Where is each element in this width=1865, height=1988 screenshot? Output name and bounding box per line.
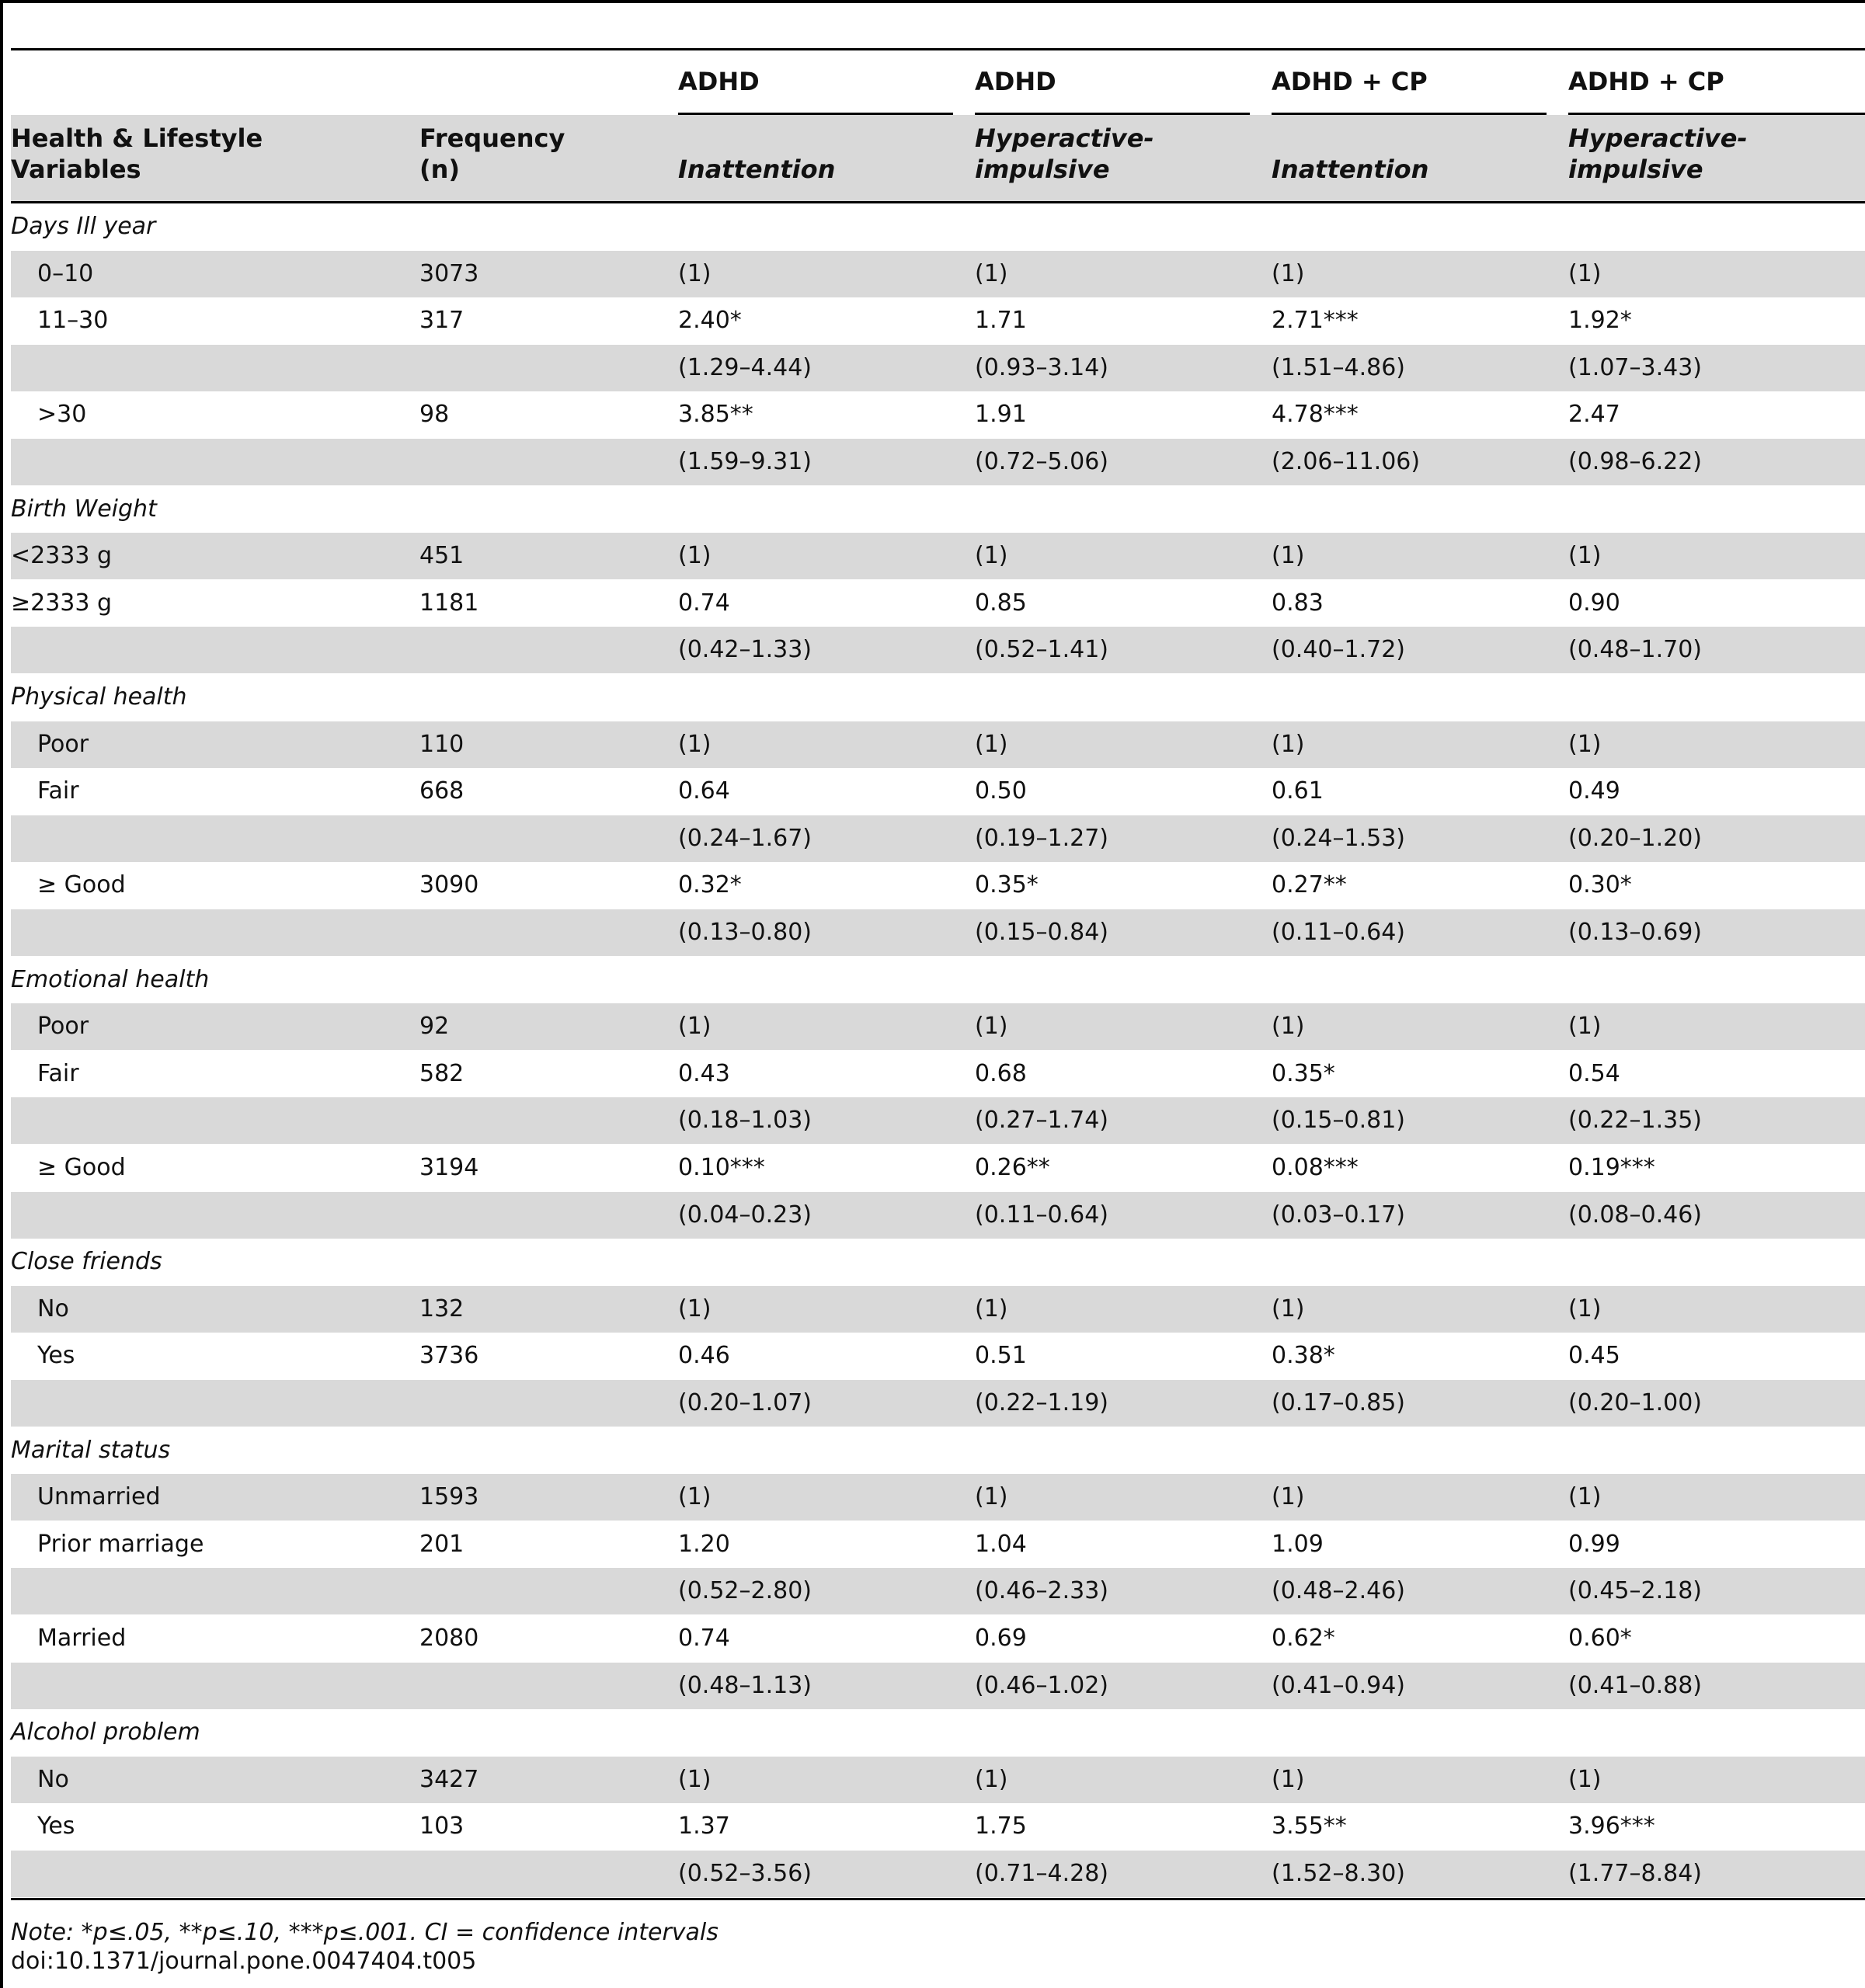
odds-ratio-cell: 0.50	[975, 777, 1027, 805]
odds-ratio-cell: (1)	[1272, 260, 1305, 287]
subheader-2-line1: Hyperactive-	[975, 123, 1154, 153]
odds-ratio-cell: (1)	[1272, 542, 1305, 569]
subheader-4-line1: Hyperactive-	[1568, 123, 1748, 153]
var-header-line1: Health & Lifestyle	[11, 123, 263, 153]
section-label: Marital status	[11, 1437, 171, 1464]
odds-ratio-cell: (1)	[678, 1483, 712, 1510]
frequency-cell: 201	[419, 1531, 465, 1558]
odds-ratio-cell: 3.55**	[1272, 1812, 1347, 1840]
ci-cell: (0.52–1.41)	[975, 636, 1109, 663]
table-bottom-rule	[11, 1898, 1865, 1900]
odds-ratio-cell: 0.46	[678, 1342, 730, 1369]
odds-ratio-cell: 0.43	[678, 1060, 730, 1087]
section-label: Emotional health	[11, 966, 210, 993]
ci-cell: (1.07–3.43)	[1568, 354, 1703, 381]
odds-ratio-cell: 1.04	[975, 1531, 1027, 1558]
header-bottom-rule	[11, 201, 1865, 203]
odds-ratio-cell: (1)	[1272, 1295, 1305, 1322]
ci-cell: (0.15–0.84)	[975, 919, 1109, 946]
row-label: ≥ Good	[37, 1154, 126, 1181]
odds-ratio-cell: (1)	[975, 260, 1008, 287]
row-label: No	[37, 1766, 69, 1793]
ci-cell: (0.46–1.02)	[975, 1672, 1109, 1699]
row-label: Poor	[37, 1013, 89, 1040]
row-label: Prior marriage	[37, 1531, 204, 1558]
frequency-cell: 3427	[419, 1766, 479, 1793]
odds-ratio-cell: 1.92*	[1568, 307, 1632, 334]
odds-ratio-cell: (1)	[678, 260, 712, 287]
odds-ratio-cell: (1)	[975, 731, 1008, 758]
odds-ratio-cell: (1)	[678, 1766, 712, 1793]
frequency-cell: 92	[419, 1013, 450, 1040]
ci-cell: (1.52–8.30)	[1272, 1860, 1406, 1887]
odds-ratio-cell: 0.51	[975, 1342, 1027, 1369]
odds-ratio-cell: (1)	[1272, 731, 1305, 758]
ci-cell: (0.52–2.80)	[678, 1577, 812, 1604]
odds-ratio-cell: 0.83	[1272, 589, 1324, 617]
subheader-4-line2: impulsive	[1568, 155, 1703, 184]
row-label: Fair	[37, 777, 79, 805]
ci-cell: (0.08–0.46)	[1568, 1201, 1703, 1229]
row-label: No	[37, 1295, 69, 1322]
odds-ratio-cell: (1)	[975, 1295, 1008, 1322]
odds-ratio-cell: 0.54	[1568, 1060, 1620, 1087]
odds-ratio-cell: (1)	[678, 731, 712, 758]
row-label: ≥2333 g	[11, 589, 113, 617]
section-label: Close friends	[11, 1248, 162, 1275]
odds-ratio-cell: 4.78***	[1272, 401, 1359, 428]
odds-ratio-cell: 3.85**	[678, 401, 753, 428]
table-top-rule	[11, 48, 1865, 50]
odds-ratio-cell: (1)	[1272, 1013, 1305, 1040]
odds-ratio-cell: 2.40*	[678, 307, 742, 334]
odds-ratio-cell: 0.64	[678, 777, 730, 805]
ci-cell: (0.20–1.07)	[678, 1389, 812, 1416]
ci-cell: (0.20–1.00)	[1568, 1389, 1703, 1416]
row-label: Unmarried	[37, 1483, 161, 1510]
frequency-cell: 3090	[419, 871, 479, 898]
ci-cell: (1.29–4.44)	[678, 354, 812, 381]
frequency-cell: 3736	[419, 1342, 479, 1369]
group-header-1: ADHD	[678, 67, 760, 96]
odds-ratio-cell: (1)	[678, 1013, 712, 1040]
odds-ratio-cell: 0.35*	[975, 871, 1039, 898]
odds-ratio-cell: 0.27**	[1272, 871, 1347, 898]
odds-ratio-cell: (1)	[1568, 1295, 1602, 1322]
ci-cell: (0.42–1.33)	[678, 636, 812, 663]
ci-cell: (0.15–0.81)	[1272, 1107, 1406, 1134]
odds-ratio-cell: 1.75	[975, 1812, 1027, 1840]
section-label: Days Ill year	[11, 213, 156, 240]
ci-cell: (0.20–1.20)	[1568, 825, 1703, 852]
var-header-line2: Variables	[11, 155, 141, 184]
frame-top-border	[0, 0, 1865, 3]
row-label: Yes	[37, 1342, 75, 1369]
odds-ratio-cell: 0.10***	[678, 1154, 765, 1181]
odds-ratio-cell: 2.71***	[1272, 307, 1359, 334]
odds-ratio-cell: (1)	[1568, 260, 1602, 287]
ci-cell: (0.17–0.85)	[1272, 1389, 1406, 1416]
ci-cell: (0.19–1.27)	[975, 825, 1109, 852]
frequency-cell: 668	[419, 777, 465, 805]
ci-cell: (0.18–1.03)	[678, 1107, 812, 1134]
ci-cell: (0.04–0.23)	[678, 1201, 812, 1229]
ci-cell: (0.13–0.80)	[678, 919, 812, 946]
group-header-2: ADHD	[975, 67, 1056, 96]
frequency-cell: 132	[419, 1295, 465, 1322]
odds-ratio-cell: 0.08***	[1272, 1154, 1359, 1181]
ci-cell: (0.11–0.64)	[975, 1201, 1109, 1229]
ci-cell: (0.48–2.46)	[1272, 1577, 1406, 1604]
row-label: ≥ Good	[37, 871, 126, 898]
odds-ratio-cell: 1.09	[1272, 1531, 1324, 1558]
ci-cell: (0.46–2.33)	[975, 1577, 1109, 1604]
odds-ratio-cell: (1)	[678, 542, 712, 569]
ci-cell: (0.71–4.28)	[975, 1860, 1109, 1887]
odds-ratio-cell: 0.32*	[678, 871, 742, 898]
odds-ratio-cell: 0.19***	[1568, 1154, 1655, 1181]
subheader-1: Inattention	[678, 155, 836, 184]
ci-cell: (0.41–0.88)	[1568, 1672, 1703, 1699]
odds-ratio-cell: 0.68	[975, 1060, 1027, 1087]
group-header-3: ADHD + CP	[1272, 67, 1428, 96]
subheader-3: Inattention	[1272, 155, 1429, 184]
table-footnote: Note: *p≤.05, **p≤.10, ***p≤.001. CI = confidence intervals	[11, 1919, 719, 1946]
frequency-cell: 3194	[419, 1154, 479, 1181]
section-label: Physical health	[11, 683, 187, 711]
ci-cell: (0.40–1.72)	[1272, 636, 1406, 663]
odds-ratio-cell: (1)	[975, 1013, 1008, 1040]
section-label: Birth Weight	[11, 495, 157, 523]
subheader-2-line2: impulsive	[975, 155, 1110, 184]
ci-cell: (0.22–1.35)	[1568, 1107, 1703, 1134]
ci-cell: (0.72–5.06)	[975, 448, 1109, 475]
odds-ratio-cell: 0.69	[975, 1625, 1027, 1652]
odds-ratio-cell: 0.60*	[1568, 1625, 1632, 1652]
ci-cell: (0.48–1.70)	[1568, 636, 1703, 663]
frequency-cell: 1593	[419, 1483, 479, 1510]
ci-cell: (0.48–1.13)	[678, 1672, 812, 1699]
ci-cell: (2.06–11.06)	[1272, 448, 1421, 475]
frequency-cell: 103	[419, 1812, 465, 1840]
odds-ratio-cell: (1)	[975, 542, 1008, 569]
odds-ratio-cell: 0.38*	[1272, 1342, 1335, 1369]
row-label: <2333 g	[11, 542, 113, 569]
row-label: Yes	[37, 1812, 75, 1840]
odds-ratio-cell: (1)	[1568, 1483, 1602, 1510]
ci-cell: (0.13–0.69)	[1568, 919, 1703, 946]
ci-cell: (0.52–3.56)	[678, 1860, 812, 1887]
odds-ratio-cell: 0.85	[975, 589, 1027, 617]
ci-cell: (0.93–3.14)	[975, 354, 1109, 381]
odds-ratio-cell: (1)	[1568, 731, 1602, 758]
row-label: >30	[37, 401, 87, 428]
row-label: Poor	[37, 731, 89, 758]
ci-cell: (0.27–1.74)	[975, 1107, 1109, 1134]
odds-ratio-cell: 0.99	[1568, 1531, 1620, 1558]
odds-ratio-cell: 0.61	[1272, 777, 1324, 805]
odds-ratio-cell: (1)	[1568, 1013, 1602, 1040]
row-label: Married	[37, 1625, 127, 1652]
ci-cell: (0.03–0.17)	[1272, 1201, 1406, 1229]
odds-ratio-cell: 0.45	[1568, 1342, 1620, 1369]
row-label: 0–10	[37, 260, 94, 287]
odds-ratio-cell: 0.74	[678, 589, 730, 617]
ci-cell: (0.45–2.18)	[1568, 1577, 1703, 1604]
doi-line: doi:10.1371/journal.pone.0047404.t005	[11, 1948, 477, 1975]
odds-ratio-cell: 0.35*	[1272, 1060, 1335, 1087]
odds-ratio-cell: 1.20	[678, 1531, 730, 1558]
ci-cell: (1.59–9.31)	[678, 448, 812, 475]
group-header-4: ADHD + CP	[1568, 67, 1724, 96]
frequency-cell: 317	[419, 307, 465, 334]
odds-ratio-cell: 1.91	[975, 401, 1027, 428]
frequency-cell: 3073	[419, 260, 479, 287]
odds-ratio-cell: (1)	[1568, 542, 1602, 569]
ci-cell: (1.51–4.86)	[1272, 354, 1406, 381]
odds-ratio-cell: (1)	[975, 1766, 1008, 1793]
odds-ratio-cell: 0.90	[1568, 589, 1620, 617]
freq-header-line1: Frequency	[419, 123, 565, 153]
frequency-cell: 110	[419, 731, 465, 758]
section-label: Alcohol problem	[11, 1719, 200, 1746]
frequency-cell: 98	[419, 401, 450, 428]
odds-ratio-cell: 0.74	[678, 1625, 730, 1652]
frequency-cell: 1181	[419, 589, 479, 617]
odds-ratio-cell: 0.62*	[1272, 1625, 1335, 1652]
odds-ratio-cell: 1.71	[975, 307, 1027, 334]
ci-cell: (0.24–1.67)	[678, 825, 812, 852]
odds-ratio-cell: (1)	[678, 1295, 712, 1322]
row-label: 11–30	[37, 307, 109, 334]
ci-cell: (0.24–1.53)	[1272, 825, 1406, 852]
odds-ratio-cell: (1)	[1272, 1483, 1305, 1510]
ci-cell: (0.11–0.64)	[1272, 919, 1406, 946]
odds-ratio-cell: 2.47	[1568, 401, 1620, 428]
frequency-cell: 2080	[419, 1625, 479, 1652]
row-label: Fair	[37, 1060, 79, 1087]
ci-cell: (1.77–8.84)	[1568, 1860, 1703, 1887]
odds-ratio-cell: (1)	[1272, 1766, 1305, 1793]
odds-ratio-cell: 0.30*	[1568, 871, 1632, 898]
freq-header-line2: (n)	[419, 155, 461, 184]
odds-ratio-cell: (1)	[975, 1483, 1008, 1510]
ci-cell: (0.41–0.94)	[1272, 1672, 1406, 1699]
ci-cell: (0.98–6.22)	[1568, 448, 1703, 475]
frequency-cell: 451	[419, 542, 465, 569]
frequency-cell: 582	[419, 1060, 465, 1087]
odds-ratio-cell: 1.37	[678, 1812, 730, 1840]
odds-ratio-cell: (1)	[1568, 1766, 1602, 1793]
ci-cell: (0.22–1.19)	[975, 1389, 1109, 1416]
odds-ratio-cell: 3.96***	[1568, 1812, 1655, 1840]
odds-ratio-cell: 0.26**	[975, 1154, 1050, 1181]
frame-left-border	[0, 0, 3, 1988]
odds-ratio-cell: 0.49	[1568, 777, 1620, 805]
